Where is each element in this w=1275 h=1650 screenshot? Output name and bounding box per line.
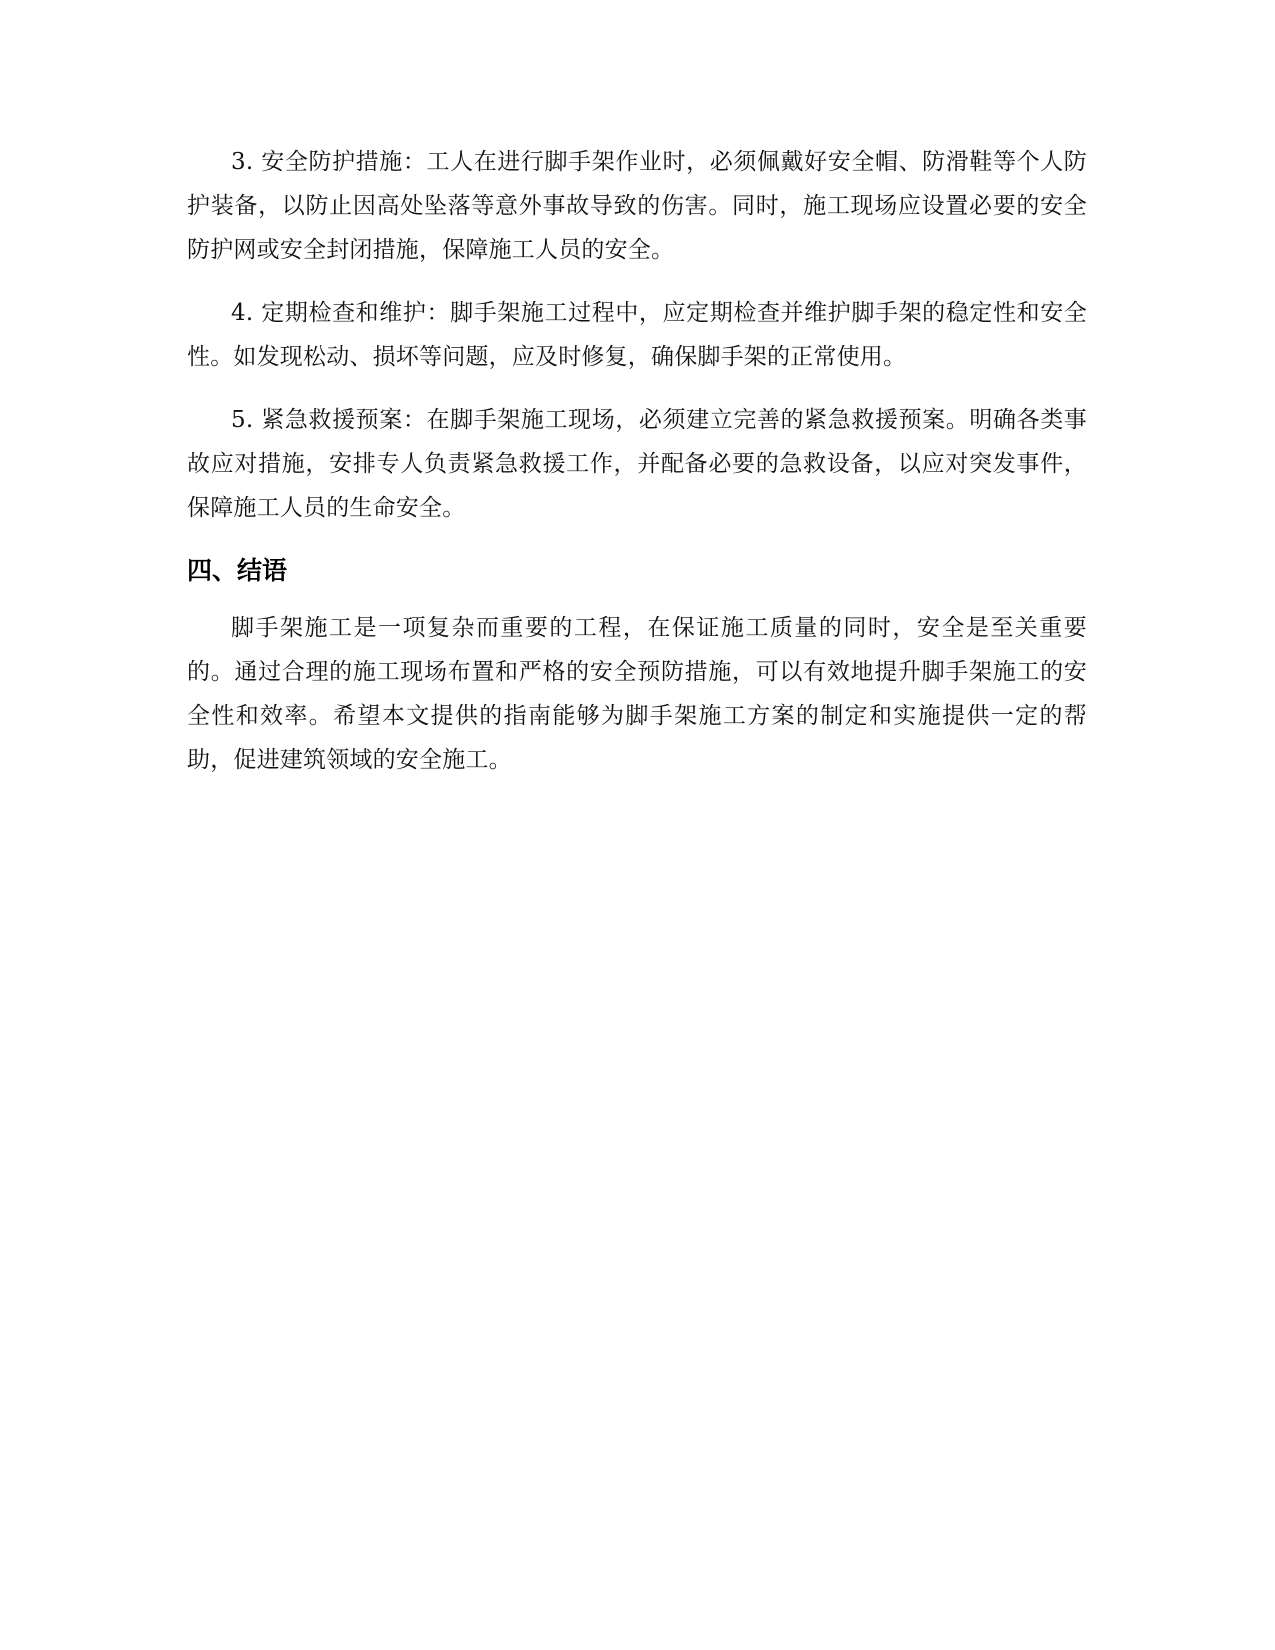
section-heading-conclusion: 四、结语: [187, 556, 288, 585]
paragraph-emergency-plan: 5. 紧急救援预案：在脚手架施工现场，必须建立完善的紧急救援预案。明确各类事故应对措施，安排专人负责紧急救援工作，并配备必要的急救设备，以应对突发事件，保障施工人员的生命安全。: [187, 407, 1087, 521]
paragraph-safety-protection: 3. 安全防护措施：工人在进行脚手架作业时，必须佩戴好安全帽、防滑鞋等个人防护装备，以防止因高处坠落等意外事故导致的伤害。同时，施工现场应设置必要的安全防护网或安全封闭措施，保障施工人员的安全。: [187, 149, 1087, 263]
paragraph-inspection-maintenance: 4. 定期检查和维护：脚手架施工过程中，应定期检查并维护脚手架的稳定性和安全性。如发现松动、损坏等问题，应及时修复，确保脚手架的正常使用。: [187, 300, 1087, 370]
paragraph-conclusion: 脚手架施工是一项复杂而重要的工程，在保证施工质量的同时，安全是至关重要的。通过合理的施工现场布置和严格的安全预防措施，可以有效地提升脚手架施工的安全性和效率。希望本文提供的指南能够为脚手架施工方案的制定和实施提供一定的帮助，促进建筑领域的安全施工。: [187, 615, 1087, 773]
document-body: [187, 140, 1087, 801]
